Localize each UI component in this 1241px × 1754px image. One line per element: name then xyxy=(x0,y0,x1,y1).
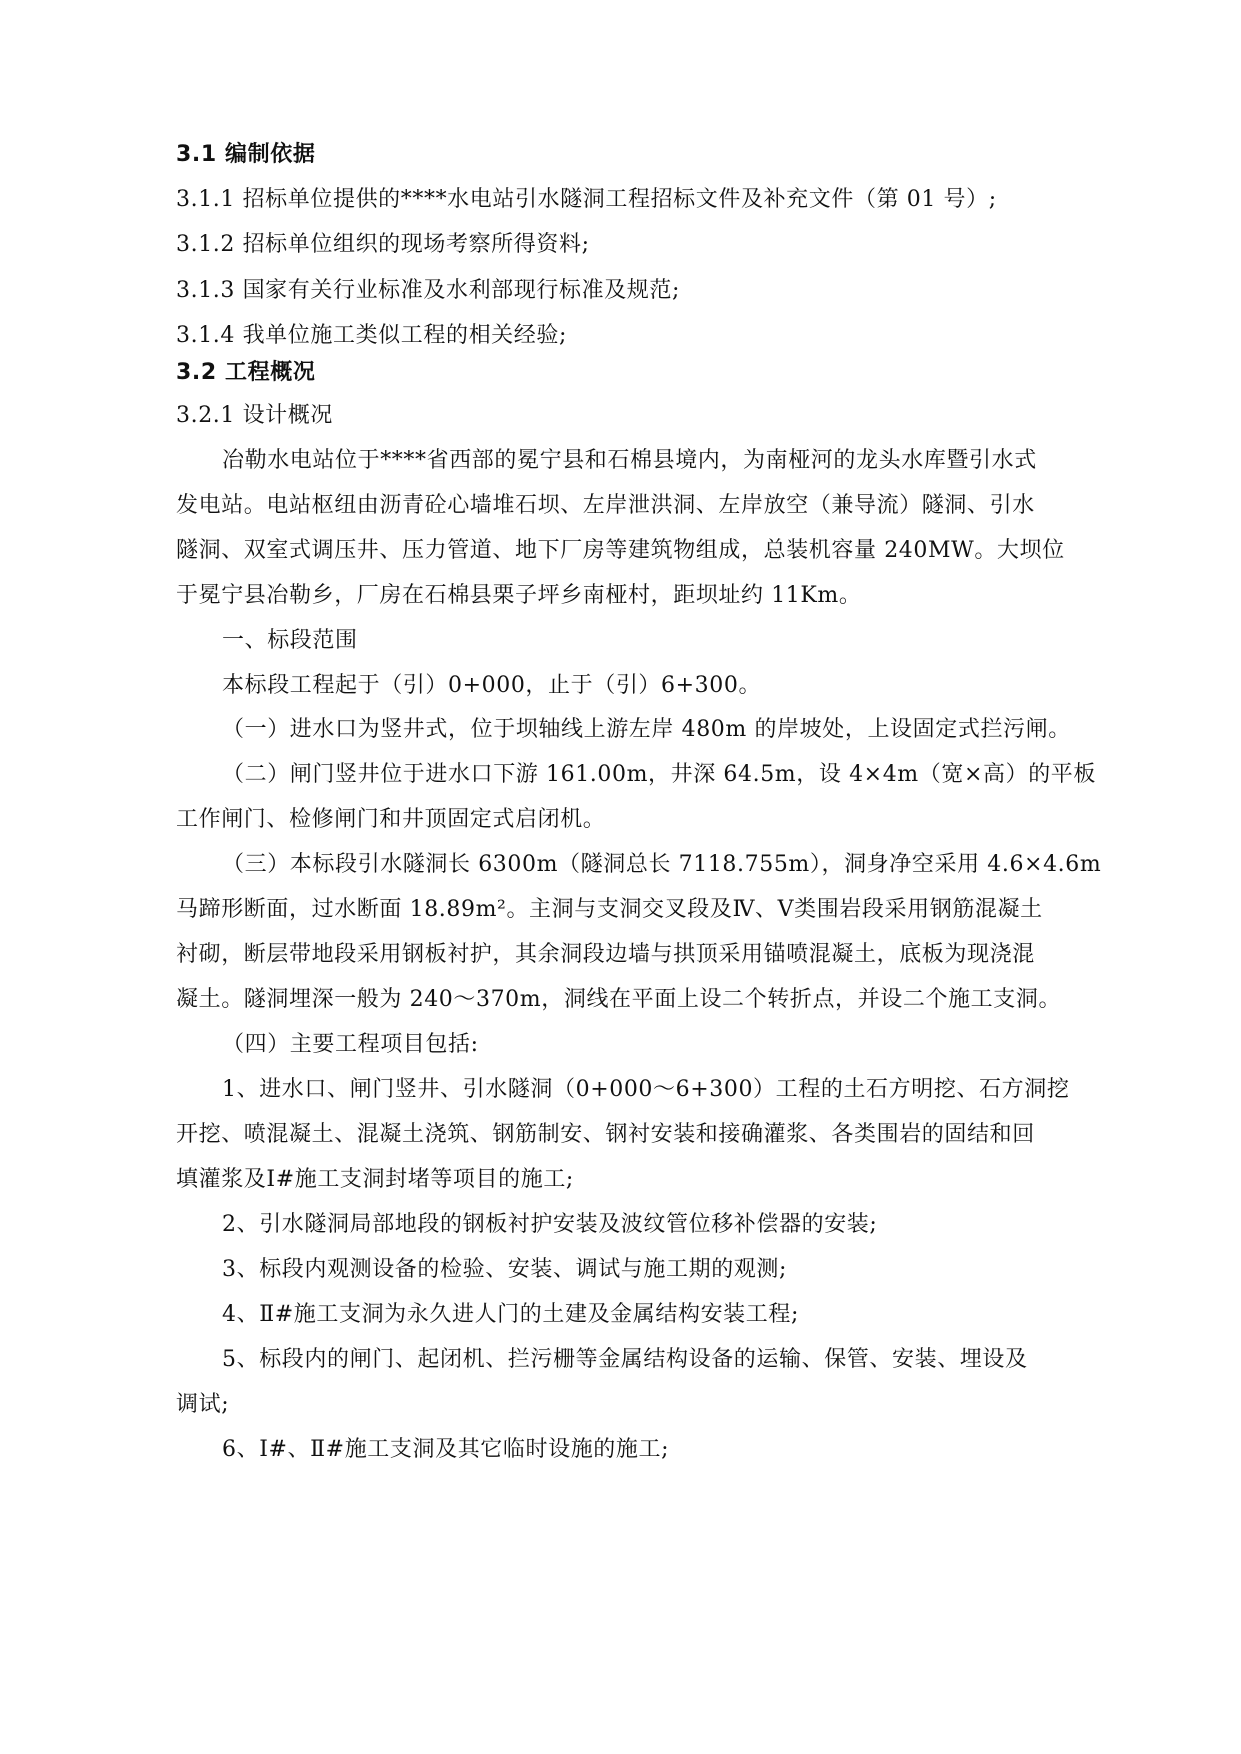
basis-item-3: 3.1.3 国家有关行业标准及水利部现行标准及规范; xyxy=(176,278,680,303)
scope-item-3-line-3: 衬砌，断层带地段采用钢板衬护，其余洞段边墙与拱顶采用锚喷混凝土，底板为现浇混 xyxy=(176,942,1035,967)
basis-item-2: 3.1.2 招标单位组织的现场考察所得资料; xyxy=(176,232,590,257)
scope-item-3-line-2: 马蹄形断面，过水断面 18.89m²。主洞与支洞交叉段及Ⅳ、Ⅴ类围岩段采用钢筋混凝土 xyxy=(176,897,1043,922)
scope-item-3-line-1: （三）本标段引水隧洞长 6300m（隧洞总长 7118.755m），洞身净空采用 4.6×4.6m xyxy=(222,852,1102,877)
overview-line-1: 冶勒水电站位于****省西部的冕宁县和石棉县境内，为南桠河的龙头水库暨引水式 xyxy=(222,448,1037,473)
work-item-1-line-2: 开挖、喷混凝土、混凝土浇筑、钢筋制安、钢衬安装和接确灌浆、各类围岩的固结和回 xyxy=(176,1122,1035,1147)
scope-item-2-line-1: （二）闸门竖井位于进水口下游 161.00m，井深 64.5m，设 4×4m（宽×高）的平板 xyxy=(222,762,1096,787)
work-item-5-line-1: 5、标段内的闸门、起闭机、拦污栅等金属结构设备的运输、保管、安装、埋设及 xyxy=(222,1347,1028,1372)
scope-intro: 本标段工程起于（引）0+000，止于（引）6+300。 xyxy=(222,673,762,698)
basis-item-4: 3.1.4 我单位施工类似工程的相关经验; xyxy=(176,323,567,348)
work-item-3: 3、标段内观测设备的检验、安装、调试与施工期的观测; xyxy=(222,1257,788,1282)
scope-item-3-line-4: 凝土。隧洞埋深一般为 240～370m，洞线在平面上设二个转折点，并设二个施工支洞。 xyxy=(176,987,1062,1012)
overview-line-3: 隧洞、双室式调压井、压力管道、地下厂房等建筑物组成，总装机容量 240MW。大坝位 xyxy=(176,538,1065,563)
scope-item-4-title: （四）主要工程项目包括: xyxy=(222,1032,479,1057)
work-item-6: 6、Ⅰ#、Ⅱ#施工支洞及其它临时设施的施工; xyxy=(222,1437,670,1462)
work-item-1-line-1: 1、进水口、闸门竖井、引水隧洞（0+000～6+300）工程的土石方明挖、石方洞挖 xyxy=(222,1077,1070,1102)
work-item-1-line-3: 填灌浆及Ⅰ#施工支洞封堵等项目的施工; xyxy=(176,1167,574,1192)
section-heading-3-1: 3.1 编制依据 xyxy=(176,142,316,167)
scope-item-2-line-2: 工作闸门、检修闸门和井顶固定式启闭机。 xyxy=(176,807,606,832)
basis-item-1: 3.1.1 招标单位提供的****水电站引水隧洞工程招标文件及补充文件（第 01 号）; xyxy=(176,187,997,212)
overview-line-4: 于冕宁县冶勒乡，厂房在石棉县栗子坪乡南桠村，距坝址约 11Km。 xyxy=(176,583,862,608)
section-heading-3-2: 3.2 工程概况 xyxy=(176,360,316,385)
overview-line-2: 发电站。电站枢纽由沥青砼心墙堆石坝、左岸泄洪洞、左岸放空（兼导流）隧洞、引水 xyxy=(176,493,1035,518)
subsection-heading-3-2-1: 3.2.1 设计概况 xyxy=(176,403,333,428)
work-item-2: 2、引水隧洞局部地段的钢板衬护安装及波纹管位移补偿器的安装; xyxy=(222,1212,878,1237)
work-item-4: 4、Ⅱ#施工支洞为永久进人门的土建及金属结构安装工程; xyxy=(222,1302,799,1327)
scope-title: 一、标段范围 xyxy=(222,628,358,653)
work-item-5-line-2: 调试; xyxy=(176,1392,230,1417)
scope-item-1: （一）进水口为竖井式，位于坝轴线上游左岸 480m 的岸坡处，上设固定式拦污闸。 xyxy=(222,717,1071,742)
